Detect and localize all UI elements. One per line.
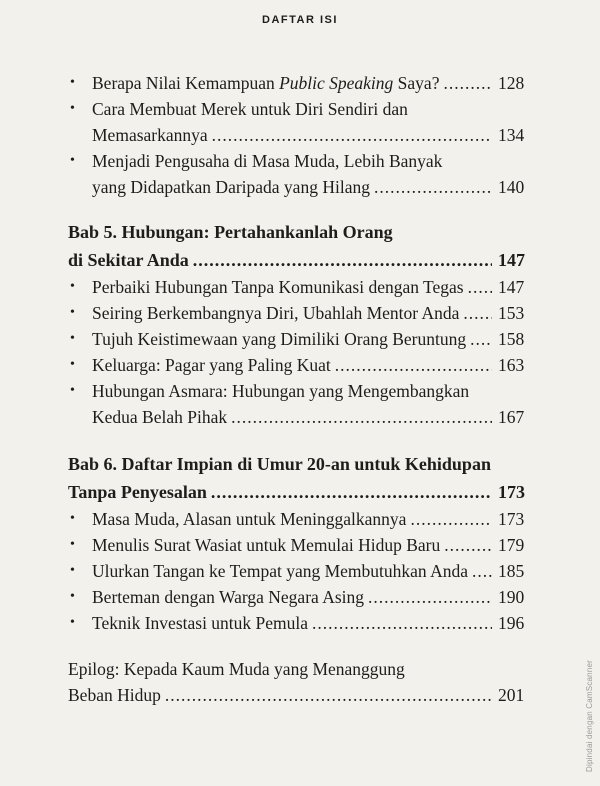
toc-entry (68, 584, 525, 610)
toc-entry (68, 378, 520, 404)
toc-entry (68, 506, 525, 532)
page-number: 163 (498, 355, 525, 375)
leader-dots (444, 532, 492, 558)
leader-dots (472, 558, 492, 584)
page-number: 179 (498, 535, 525, 555)
page-number: 190 (498, 587, 525, 607)
bullet-icon: • (70, 615, 75, 630)
leader-dots (231, 404, 492, 430)
bullet-icon: • (70, 279, 75, 294)
chapter-6-heading: Bab 6. Daftar Impian di Umur 20-an untuk Kehidupan (68, 454, 491, 474)
leader-dots (463, 300, 492, 326)
bullet-icon: • (70, 331, 75, 346)
entry-title: Seiring Berkembangnya Diri, Ubahlah Mentor Anda (92, 303, 460, 323)
entry-title: Cara Membuat Merek untuk Diri Sendiri dan (92, 99, 408, 119)
page-number: 140 (498, 177, 525, 197)
bullet-icon: • (70, 537, 75, 552)
leader-dots (335, 352, 492, 378)
toc-entry (68, 558, 525, 584)
epilog-entry-cont (68, 682, 525, 708)
page-number: 201 (498, 685, 525, 705)
bullet-icon: • (70, 563, 75, 578)
entry-title: Beban Hidup (68, 685, 161, 705)
entry-title: Epilog: Kepada Kaum Muda yang Menanggung (68, 659, 405, 679)
toc-entry (68, 610, 525, 636)
entry-title: Perbaiki Hubungan Tanpa Komunikasi dengan Tegas (92, 277, 464, 297)
bullet-icon: • (70, 75, 75, 90)
leader-dots (193, 246, 492, 274)
entry-title: Menjadi Pengusaha di Masa Muda, Lebih Banyak (92, 151, 443, 171)
toc-entry (68, 148, 520, 174)
page-number: 196 (498, 613, 525, 633)
bullet-icon: • (70, 101, 75, 116)
page-number: 173 (498, 482, 525, 502)
bullet-icon: • (70, 357, 75, 372)
entry-title: Keluarga: Pagar yang Paling Kuat (92, 355, 331, 375)
toc-entry-continuation (68, 404, 525, 430)
page-number: 153 (498, 303, 525, 323)
entry-title: Tujuh Keistimewaan yang Dimiliki Orang Beruntung (92, 329, 467, 349)
leader-dots (212, 122, 492, 148)
page-number: 185 (498, 561, 525, 581)
leader-dots (468, 274, 492, 300)
table-of-contents (68, 70, 525, 708)
leader-dots (374, 174, 492, 200)
page-number: 147 (498, 250, 525, 270)
entry-title: Memasarkannya (92, 125, 208, 145)
chapter-5-heading-cont: di Sekitar Anda ..... 147 (68, 246, 520, 274)
leader-dots (368, 584, 492, 610)
toc-entry (68, 70, 525, 96)
entry-title: Hubungan Asmara: Hubungan yang Mengembangkan (92, 381, 470, 401)
toc-entry (68, 96, 520, 122)
leader-dots (312, 610, 492, 636)
leader-dots (410, 506, 492, 532)
page-header: DAFTAR ISI (262, 14, 338, 26)
leader-dots (470, 326, 492, 352)
leader-dots (443, 70, 492, 96)
bullet-icon: • (70, 383, 75, 398)
toc-entry (68, 274, 525, 300)
entry-title: Ulurkan Tangan ke Tempat yang Membutuhkan Anda (92, 561, 468, 581)
page-number: 128 (498, 73, 525, 93)
entry-title: Berteman dengan Warga Negara Asing (92, 587, 365, 607)
page-number: 158 (498, 329, 525, 349)
chapter-6-heading-cont: Tanpa Penyesalan ..... 173 (68, 478, 520, 506)
entry-title: yang Didapatkan Daripada yang Hilang (92, 177, 370, 197)
bullet-icon: • (70, 589, 75, 604)
toc-entry-continuation (68, 122, 525, 148)
epilog-entry (68, 656, 520, 682)
leader-dots (211, 478, 492, 506)
toc-entry-continuation (68, 174, 525, 200)
leader-dots (165, 682, 492, 708)
toc-entry (68, 532, 525, 558)
entry-title: Masa Muda, Alasan untuk Meninggalkannya (92, 509, 407, 529)
page-number: 173 (498, 509, 525, 529)
entry-title: Kedua Belah Pihak (92, 407, 228, 427)
chapter-5-heading: Bab 5. Hubungan: Pertahankanlah Orang (68, 222, 393, 242)
bullet-icon: • (70, 511, 75, 526)
bullet-icon: • (70, 305, 75, 320)
page-number: 147 (498, 277, 525, 297)
toc-entry (68, 326, 525, 352)
entry-title: Menulis Surat Wasiat untuk Memulai Hidup Baru (92, 535, 441, 555)
toc-entry (68, 352, 525, 378)
entry-title: Teknik Investasi untuk Pemula (92, 613, 309, 633)
bullet-icon: • (70, 153, 75, 168)
page-number: 167 (498, 407, 525, 427)
toc-entry (68, 300, 525, 326)
page-number: 134 (498, 125, 525, 145)
scanner-watermark: Dipindai dengan CamScanner (585, 660, 594, 772)
entry-title: Berapa Nilai Kemampuan Public Speaking Saya? (92, 73, 440, 93)
